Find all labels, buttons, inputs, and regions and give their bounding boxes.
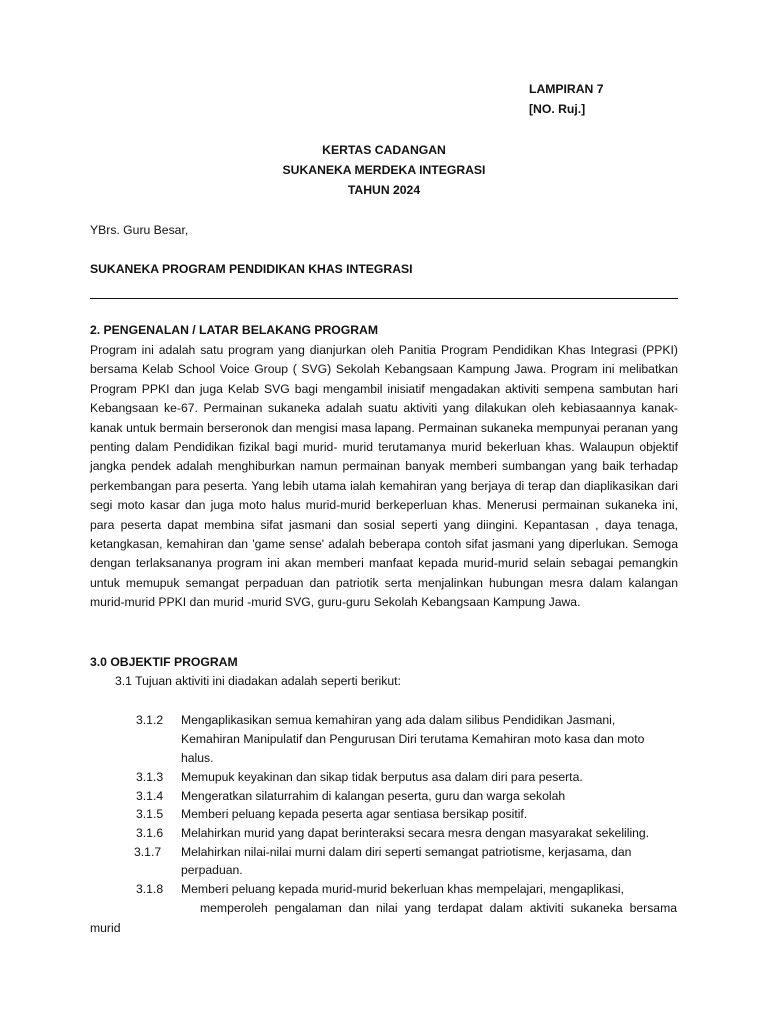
lampiran-label: LAMPIRAN 7 [529,82,604,96]
section-2-body: Program ini adalah satu program yang dianjurkan oleh Panitia Program Pendidikan Khas Integrasi (PPKI) bersama Kelab School Voice Group ( SVG) Sekolah Kebangsaan Kampung Jawa. Program ini melibatkan Program PPKI dan juga Kelab SVG bagi mengambil inisiatif mengadakan aktiviti sempena sambutan hari Kebangsaan ke-67. Permainan sukaneka adalah suatu aktiviti yang dilakukan oleh kebiasaannya kanak-kanak untuk bermain berseronok dan mengisi masa lapang. Permainan sukaneka mempunyai peranan yang penting dalam Pendidikan fizikal bagi murid- murid terutamanya murid bekerluan khas. Walaupun objektif jangka pendek adalah menghiburkan namun permainan banyak memberi sumbangan yang baik terhadap perkembangan para peserta. Yang lebih utama ialah kemahiran yang berjaya di terap dan diaplikasikan dari segi moto kasar dan juga moto halus murid-murid berkeperluan khas. Menerusi permainan sukaneka ini, para peserta dapat membina sifat jasmani dan sosial seperti yang diingini. Kepantasan , daya tenaga, ketangkasan, kemahiran dan 'game sense' adalah beberapa contoh sifat jasmani yang diperlukan. Semoga dengan terlaksananya program ini akan memberi manfaat kepada murid-murid selain sebagai pemangkin untuk memupuk semangat perpaduan dan patriotik serta menjalinkan hubungan mesra dalam kalangan murid-murid PPKI dan murid -murid SVG, guru-guru Sekolah Kebangsaan Kampung Jawa. [90,343,678,610]
document-title-line-2: SUKANEKA MERDEKA INTEGRASI [282,163,486,177]
objective-number: 3.1.7 [134,845,162,859]
section-3-intro: 3.1 Tujuan aktiviti ini diadakan adalah seperti berikut: [115,674,401,688]
salutation: YBrs. Guru Besar, [90,223,189,237]
section-3-heading: 3.0 OBJEKTIF PROGRAM [90,655,238,669]
objective-text: perpaduan. [181,863,243,877]
continuation-text: murid [90,921,121,935]
objective-text: Melahirkan nilai-nilai murni dalam diri seperti semangat patriotisme, kerjasama, dan [181,845,632,859]
objective-text: Memupuk keyakinan dan sikap tidak berputus asa dalam diri para peserta. [181,770,583,784]
objective-text: memperoleh pengalaman dan nilai yang terdapat dalam aktiviti sukaneka bersama [200,901,677,915]
objective-number: 3.1.2 [136,713,164,727]
objective-text: Kemahiran Manipulatif dan Pengurusan Diri terutama Kemahiran moto kasa dan moto [181,732,645,746]
objective-number: 3.1.4 [136,789,164,803]
document-title-line-3: TAHUN 2024 [347,183,421,197]
objective-text: Mengaplikasikan semua kemahiran yang ada dalam silibus Pendidikan Jasmani, [181,713,616,727]
objective-number: 3.1.3 [136,770,164,784]
objective-text: Mengeratkan silaturrahim di kalangan peserta, guru dan warga sekolah [181,789,566,803]
reference-number: [NO. Ruj.] [529,102,586,116]
objective-text: Memberi peluang kepada peserta agar sentiasa bersikap positif. [181,807,528,821]
objective-text: halus. [181,751,214,765]
objective-number: 3.1.5 [136,807,164,821]
objective-number: 3.1.8 [136,882,164,896]
section-2-heading: 2. PENGENALAN / LATAR BELAKANG PROGRAM [90,323,378,337]
objective-text: Memberi peluang kepada murid-murid bekerluan khas mempelajari, mengaplikasi, [181,882,625,896]
objective-text: Melahirkan murid yang dapat berinteraksi secara mesra dengan masyarakat sekeliling. [181,826,650,840]
document-title-line-1: KERTAS CADANGAN [322,143,446,157]
subject-heading: SUKANEKA PROGRAM PENDIDIKAN KHAS INTEGRASI [90,262,413,276]
subject-underline [90,298,678,299]
objective-number: 3.1.6 [136,826,164,840]
